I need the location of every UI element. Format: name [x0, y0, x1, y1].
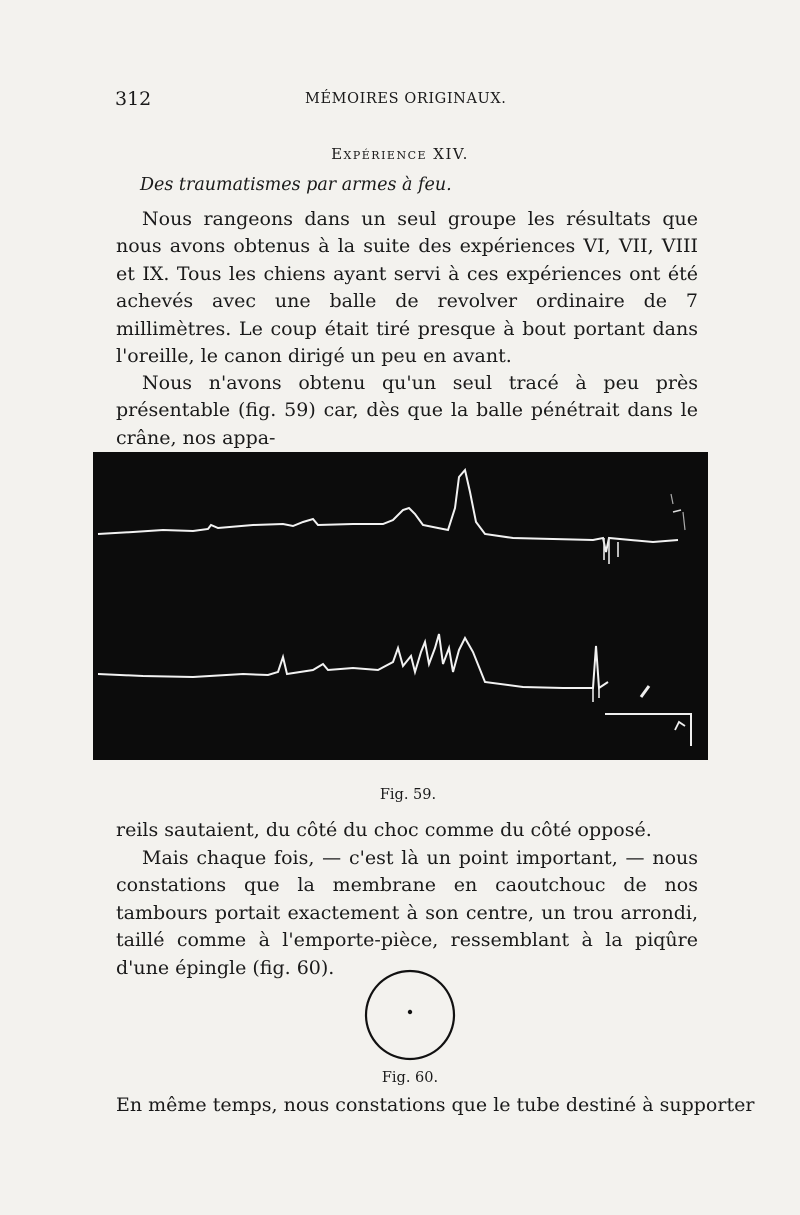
figure-60-membrane: [360, 968, 460, 1064]
section-subheading: Des traumatismes par armes à feu.: [140, 175, 452, 195]
paragraph-4: Mais chaque fois, — c'est là un point important, — nous constations que la membrane en caoutchouc de nos tambours portait exactement à son centre, un trou arrondi, taillé comme à l'emporte-pièce, ressemblant à la piqûre d'une épingle (fig. 60).: [116, 847, 698, 979]
page-number: 312: [115, 88, 152, 110]
figure-59-tracing: [93, 452, 708, 760]
paragraph-5: En même temps, nous constations que le tube destiné à supporter: [116, 1094, 755, 1116]
tracing-image: [93, 452, 708, 760]
page-header: [115, 88, 700, 112]
figure-59-caption: Fig. 59.: [379, 787, 437, 803]
section-heading: Expérience XIV.: [331, 145, 469, 163]
figure-60-caption: Fig. 60.: [381, 1070, 439, 1086]
running-head: MÉMOIRES ORIGINAUX.: [305, 91, 507, 107]
paragraph-1: Nous rangeons dans un seul groupe les résultats que nous avons obtenus à la suite des expériences VI, VII, VIII et IX. Tous les chiens ayant servi à ces expériences ont été achevés avec une balle de revolver ordinaire de 7 millimètres. Le coup était tiré presque à bout portant dans l'oreille, le canon dirigé un peu en avant.: [116, 208, 698, 368]
paragraph-3: reils sautaient, du côté du choc comme du côté opposé.: [116, 819, 652, 841]
membrane-circle-drawing: [360, 968, 460, 1064]
paragraph-2: Nous n'avons obtenu qu'un seul tracé à peu près présentable (fig. 59) car, dès que la balle pénétrait dans le crâne, nos appa-: [116, 372, 698, 449]
